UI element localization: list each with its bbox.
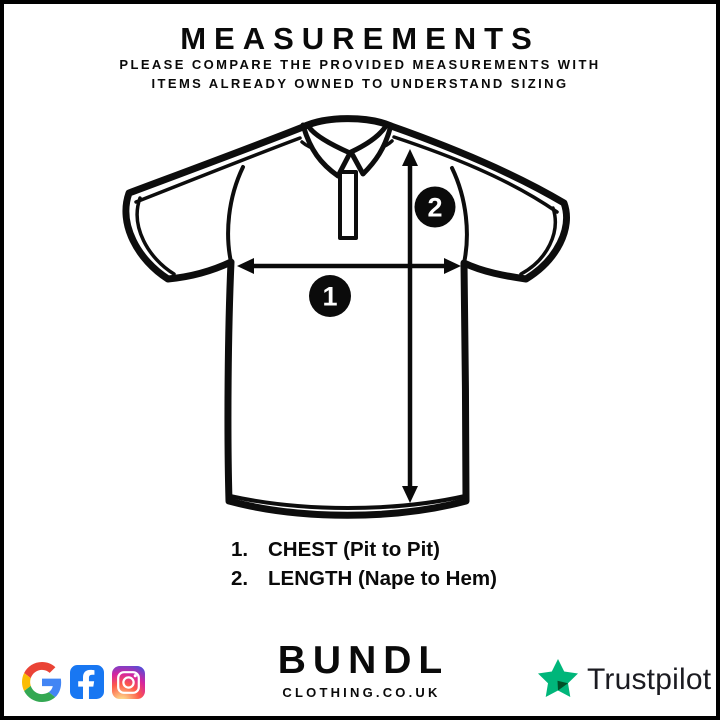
measurement-legend <box>231 536 497 593</box>
trustpilot-star-icon <box>536 659 580 701</box>
legend-item-2-label: LENGTH (Nape to Hem) <box>268 566 497 590</box>
subtitle-line-2: ITEMS ALREADY OWNED TO UNDERSTAND SIZING <box>151 75 569 91</box>
trustpilot-label: Trustpilot <box>587 663 712 696</box>
page-title: MEASUREMENTS <box>180 21 540 56</box>
placket <box>340 172 356 238</box>
trustpilot-star <box>538 659 578 697</box>
trustpilot-logo <box>536 659 711 701</box>
legend-item-1-label: CHEST (Pit to Pit) <box>268 538 440 561</box>
length-badge-number: 2 <box>427 192 443 223</box>
brand-name: BUNDL <box>277 639 450 682</box>
chest-badge-number: 1 <box>322 281 338 312</box>
brand-domain: CLOTHING.CO.UK <box>282 685 441 700</box>
shirt-outline-group <box>126 119 567 516</box>
legend-item-2-number: 2. <box>231 566 249 590</box>
legend-item-1-number: 1. <box>231 538 249 561</box>
subtitle-line-1: PLEASE COMPARE THE PROVIDED MEASUREMENTS WITH <box>119 57 601 72</box>
